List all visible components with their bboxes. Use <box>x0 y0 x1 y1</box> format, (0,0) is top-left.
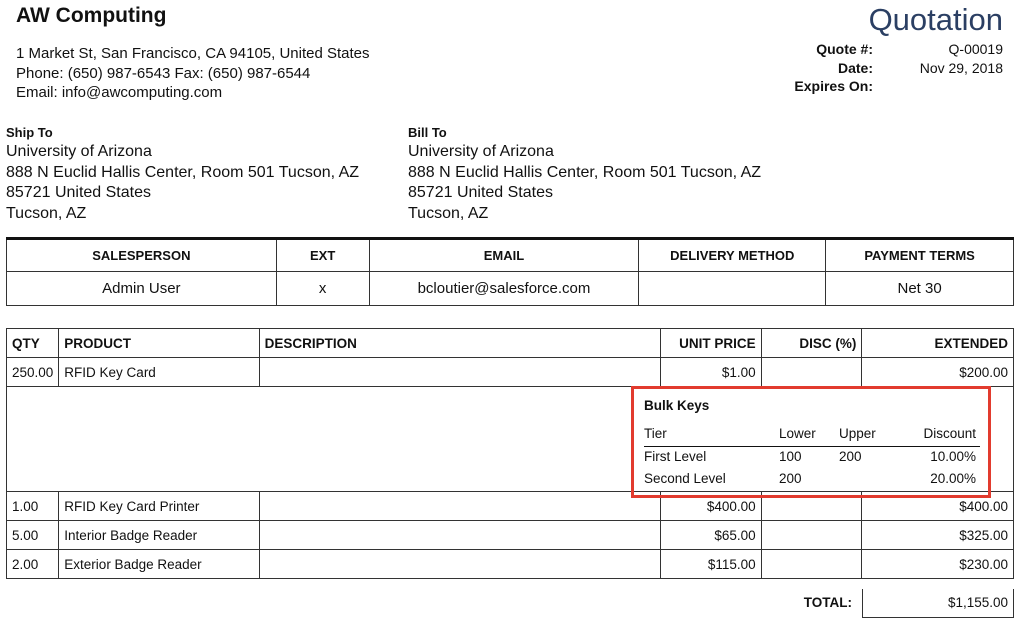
quote-meta-values <box>920 40 1003 77</box>
salesperson-header: SALESPERSON <box>7 239 277 272</box>
description-cell <box>259 521 660 550</box>
description-header: DESCRIPTION <box>259 329 660 358</box>
sales-info-table <box>6 237 1014 306</box>
date-value: Nov 29, 2018 <box>919 59 1003 76</box>
total-label: TOTAL: <box>803 595 852 610</box>
product-cell: RFID Key Card <box>59 358 259 387</box>
upper-cell: 200 <box>839 449 862 464</box>
qty-cell: 5.00 <box>7 521 59 550</box>
table-row <box>7 521 1014 550</box>
product-cell: Interior Badge Reader <box>59 521 259 550</box>
bill-to-line: University of Arizona <box>408 143 554 160</box>
disc-cell <box>761 521 862 550</box>
bill-to-block <box>408 125 761 224</box>
upper-header: Upper <box>839 426 876 441</box>
bill-to-line: Tucson, AZ <box>408 204 489 222</box>
quote-number-value: Q-00019 <box>948 41 1003 57</box>
bill-to-line: 888 N Euclid Hallis Center, Room 501 Tucson, AZ <box>408 163 762 181</box>
discount-header: Discount <box>923 426 976 441</box>
discount-cell: 10.00% <box>930 449 976 464</box>
total-box <box>862 589 1014 618</box>
email-header: EMAIL <box>369 239 639 272</box>
product-cell: Exterior Badge Reader <box>59 550 259 579</box>
ext-value: x <box>276 272 369 306</box>
lower-cell: 200 <box>779 471 802 486</box>
table-row <box>7 358 1014 387</box>
product-cell: RFID Key Card Printer <box>59 492 259 521</box>
lower-cell: 100 <box>779 449 802 464</box>
company-address-block <box>16 44 370 103</box>
expires-label: Expires On: <box>794 78 873 94</box>
extended-cell: $325.00 <box>862 521 1014 550</box>
company-email: Email: info@awcomputing.com <box>16 84 223 101</box>
tier-cell: Second Level <box>644 471 726 486</box>
unit-price-cell: $115.00 <box>660 550 761 579</box>
quote-number-label: Quote #: <box>816 41 873 57</box>
discount-cell: 20.00% <box>930 471 976 486</box>
unit-price-header: UNIT PRICE <box>660 329 761 358</box>
qty-header: QTY <box>7 329 59 358</box>
delivery-method-header: DELIVERY METHOD <box>639 239 826 272</box>
unit-price-cell: $65.00 <box>660 521 761 550</box>
qty-cell: 250.00 <box>7 358 59 387</box>
ship-to-heading: Ship To <box>6 125 53 140</box>
document-title: Quotation <box>868 2 1003 37</box>
disc-header: DISC (%) <box>761 329 862 358</box>
bill-to-line: 85721 United States <box>408 184 553 201</box>
ship-to-line: 888 N Euclid Hallis Center, Room 501 Tucson, AZ <box>6 163 360 181</box>
company-address: 1 Market St, San Francisco, CA 94105, United States <box>16 45 370 62</box>
payment-terms-header: PAYMENT TERMS <box>826 239 1014 272</box>
ship-to-line: 85721 United States <box>6 184 151 201</box>
extended-cell: $400.00 <box>862 492 1014 521</box>
total-value: $1,155.00 <box>947 595 1008 610</box>
bill-to-heading: Bill To <box>408 125 447 140</box>
quote-meta-labels <box>794 40 873 96</box>
unit-price-cell: $400.00 <box>660 492 761 521</box>
bulk-keys-title: Bulk Keys <box>644 398 710 413</box>
extended-cell: $230.00 <box>862 550 1014 579</box>
highlight-box <box>631 386 991 498</box>
extended-header: EXTENDED <box>862 329 1014 358</box>
lower-header: Lower <box>779 426 816 441</box>
ship-to-line: Tucson, AZ <box>6 204 87 222</box>
delivery-method-value <box>639 272 826 306</box>
tier-cell: First Level <box>644 449 707 464</box>
qty-cell: 1.00 <box>7 492 59 521</box>
qty-cell: 2.00 <box>7 550 59 579</box>
disc-cell <box>761 550 862 579</box>
description-cell <box>259 550 660 579</box>
description-cell <box>259 492 660 521</box>
ship-to-line: University of Arizona <box>6 143 152 160</box>
tier-header: Tier <box>644 426 667 441</box>
product-header: PRODUCT <box>59 329 259 358</box>
extended-cell: $200.00 <box>862 358 1014 387</box>
ext-header: EXT <box>276 239 369 272</box>
salesperson-value: Admin User <box>7 272 277 306</box>
table-row <box>7 550 1014 579</box>
payment-terms-value: Net 30 <box>826 272 1014 306</box>
date-label: Date: <box>837 59 873 76</box>
disc-cell <box>761 358 862 387</box>
unit-price-cell: $1.00 <box>660 358 761 387</box>
email-value: bcloutier@salesforce.com <box>369 272 639 306</box>
company-name: AW Computing <box>16 4 167 27</box>
company-phone-fax: Phone: (650) 987-6543 Fax: (650) 987-6544 <box>16 64 311 82</box>
ship-to-block <box>6 125 359 224</box>
description-cell <box>259 358 660 387</box>
